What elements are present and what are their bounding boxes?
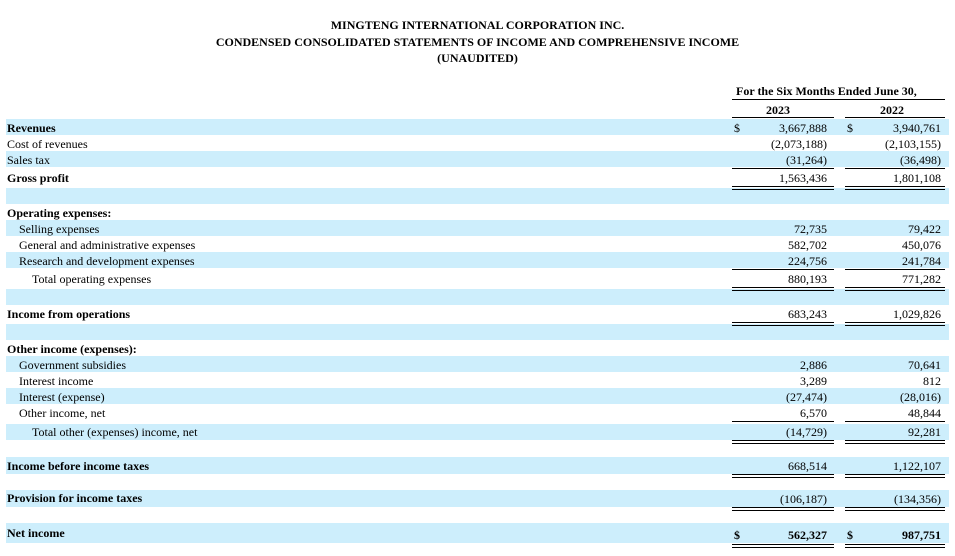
label-interest-income: Interest income: [19, 374, 94, 388]
total-double-line: [845, 507, 945, 511]
value-total-other-2023: (14,729): [786, 425, 827, 439]
total-double-line: [845, 287, 945, 291]
value-research-dev-2023: 224,756: [788, 254, 827, 268]
label-operating-expenses: Operating expenses:: [7, 206, 112, 220]
label-research-dev: Research and development expenses: [19, 254, 195, 268]
value-net-income-2023: 562,327: [788, 528, 827, 542]
subtotal-line: [732, 168, 834, 169]
value-provision-2022: (134,356): [894, 492, 941, 506]
label-general-admin: General and administrative expenses: [19, 238, 196, 252]
year-2022-underline: [845, 117, 945, 118]
value-general-admin-2023: 582,702: [788, 238, 827, 252]
subtotal-line: [845, 269, 945, 270]
label-revenues: Revenues: [7, 121, 56, 135]
total-double-line: [732, 186, 834, 190]
value-revenues-2022: 3,940,761: [893, 121, 941, 135]
value-income-from-operations-2022: 1,029,826: [893, 307, 941, 321]
total-double-line: [732, 474, 834, 478]
value-government-subsidies-2022: 70,641: [908, 358, 941, 372]
net-income-double-line: [845, 544, 945, 548]
statement-title: CONDENSED CONSOLIDATED STATEMENTS OF INCOME AND COMPREHENSIVE INCOME: [215, 35, 740, 49]
total-double-line: [845, 186, 945, 190]
subtotal-line: [845, 421, 945, 422]
value-total-other-2022: 92,281: [908, 425, 941, 439]
value-income-from-operations-2023: 683,243: [788, 307, 827, 321]
label-sales-tax: Sales tax: [7, 153, 50, 167]
period-header: For the Six Months Ended June 30,: [736, 84, 917, 98]
value-gross-profit-2023: 1,563,436: [779, 171, 827, 185]
value-interest-expense-2023: (27,474): [786, 390, 827, 404]
currency-symbol: $: [734, 121, 740, 135]
label-income-before-taxes: Income before income taxes: [7, 459, 150, 473]
total-double-line: [732, 507, 834, 511]
value-general-admin-2022: 450,076: [902, 238, 941, 252]
label-cost-of-revenues: Cost of revenues: [7, 137, 88, 151]
label-other-income-net: Other income, net: [19, 406, 106, 420]
currency-symbol: $: [734, 528, 740, 542]
value-income-before-taxes-2023: 668,514: [788, 459, 827, 473]
value-provision-2023: (106,187): [780, 492, 827, 506]
row-bg-spacer: [6, 289, 949, 305]
year-2023-header: 2023: [766, 103, 790, 117]
value-total-operating-2023: 880,193: [788, 272, 827, 286]
net-income-double-line: [732, 544, 834, 548]
label-net-income: Net income: [7, 526, 65, 540]
row-bg-spacer: [6, 188, 949, 204]
label-interest-expense: Interest (expense): [19, 390, 105, 404]
value-cost-of-revenues-2022: (2,103,155): [885, 137, 941, 151]
value-sales-tax-2022: (36,498): [900, 153, 941, 167]
label-total-operating: Total operating expenses: [32, 272, 152, 286]
value-sales-tax-2023: (31,264): [786, 153, 827, 167]
value-net-income-2022: 987,751: [902, 528, 941, 542]
value-income-before-taxes-2022: 1,122,107: [893, 459, 941, 473]
value-cost-of-revenues-2023: (2,073,188): [771, 137, 827, 151]
value-selling-2023: 72,735: [794, 222, 827, 236]
total-double-line: [845, 322, 945, 326]
total-double-line: [732, 322, 834, 326]
value-interest-income-2023: 3,289: [800, 374, 827, 388]
value-interest-income-2022: 812: [923, 374, 941, 388]
value-research-dev-2022: 241,784: [902, 254, 941, 268]
value-selling-2022: 79,422: [908, 222, 941, 236]
label-other-income-header: Other income (expenses):: [7, 342, 137, 356]
currency-symbol: $: [847, 528, 853, 542]
row-bg-spacer: [6, 324, 949, 340]
period-underline: [732, 99, 945, 100]
total-double-line: [732, 287, 834, 291]
subtotal-line: [845, 168, 945, 169]
value-interest-expense-2022: (28,016): [900, 390, 941, 404]
currency-symbol: $: [847, 121, 853, 135]
value-other-income-net-2022: 48,844: [908, 406, 941, 420]
value-gross-profit-2022: 1,801,108: [893, 171, 941, 185]
year-2023-underline: [732, 117, 834, 118]
value-other-income-net-2023: 6,570: [800, 406, 827, 420]
label-gross-profit: Gross profit: [7, 171, 69, 185]
total-double-line: [845, 440, 945, 444]
label-income-from-operations: Income from operations: [7, 307, 131, 321]
value-revenues-2023: 3,667,888: [779, 121, 827, 135]
label-selling-expenses: Selling expenses: [19, 222, 100, 236]
subtotal-line: [732, 421, 834, 422]
total-double-line: [845, 474, 945, 478]
label-provision: Provision for income taxes: [7, 491, 143, 505]
label-government-subsidies: Government subsidies: [19, 358, 126, 372]
subtotal-line: [732, 269, 834, 270]
company-name: MINGTENG INTERNATIONAL CORPORATION INC.: [330, 18, 625, 32]
year-2022-header: 2022: [880, 103, 904, 117]
total-double-line: [732, 440, 834, 444]
label-total-other: Total other (expenses) income, net: [32, 425, 198, 439]
value-total-operating-2022: 771,282: [902, 272, 941, 286]
value-government-subsidies-2023: 2,886: [800, 358, 827, 372]
unaudited-note: (UNAUDITED): [437, 51, 518, 65]
